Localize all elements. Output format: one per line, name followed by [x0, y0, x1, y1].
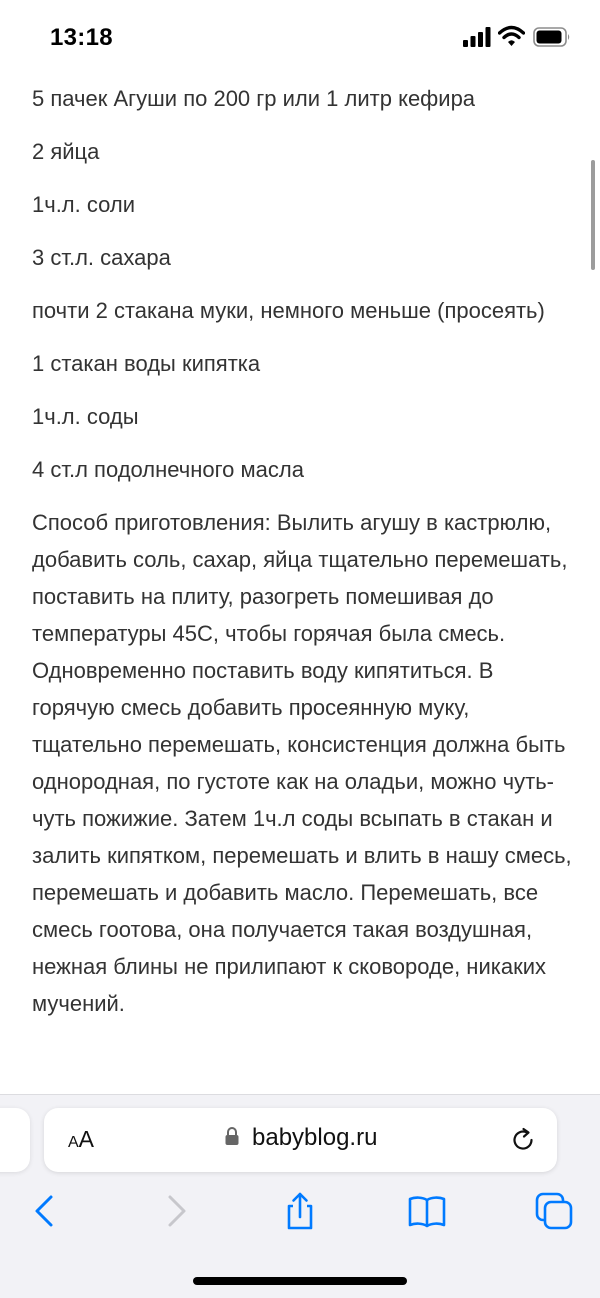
forward-icon[interactable]: [155, 1191, 195, 1231]
ingredient-line: 5 пачек Агуши по 200 гр или 1 литр кефира: [32, 86, 476, 111]
recipe-method: Способ приготовления: Вылить агушу в кастрюлю, добавить соль, сахар, яйца тщательно перемешать, поставить на плиту, разогреть помешивая до температуры 45С, чтобы горячая была смесь. Одновременно поставить воду кипятиться. В горячую смесь добавить просеянную муку, тщательно перемешать, консистенция должна быть однородная, по густоте как на оладьи, можно чуть-чуть пожижие. Затем 1ч.л соды всыпать в стакан и залить кипятком, перемешать и влить в нашу смесь, перемешать и добавить масло. Перемешать, все смесь гоотова, она получается такая воздушная, нежная блины не прилипают к сковороде, никаких мучений.: [32, 510, 572, 1016]
ingredient-line: 1 стакан воды кипятка: [32, 351, 261, 376]
status-bar: [0, 0, 600, 76]
back-icon[interactable]: [26, 1191, 66, 1231]
signal-icon: [463, 27, 491, 47]
bookmarks-icon[interactable]: [407, 1191, 447, 1231]
ingredient-line: 2 яйца: [32, 139, 100, 164]
address-bar[interactable]: [44, 1108, 557, 1172]
reload-icon[interactable]: [510, 1127, 536, 1153]
battery-icon: [533, 27, 571, 47]
ingredient-line: почти 2 стакана муки, немного меньше (просеять): [32, 298, 545, 323]
scroll-indicator[interactable]: [591, 160, 595, 270]
ingredient-line: 3 ст.л. сахара: [32, 245, 171, 270]
article-content: [32, 80, 577, 1038]
ingredient-line: 1ч.л. соли: [32, 192, 135, 217]
url-group[interactable]: [44, 1124, 557, 1152]
url-text: babyblog.ru: [252, 1124, 378, 1151]
ingredient-line: 4 ст.л подолнечного масла: [32, 457, 304, 482]
lock-icon: [224, 1126, 240, 1146]
ingredient-line: 1ч.л. соды: [32, 404, 139, 429]
previous-tab-card[interactable]: [0, 1108, 30, 1172]
status-time: 13:18: [50, 24, 113, 51]
home-indicator[interactable]: [193, 1277, 407, 1285]
wifi-icon: [498, 25, 525, 47]
reader-big-a: A: [78, 1126, 95, 1152]
tabs-icon[interactable]: [534, 1191, 574, 1231]
share-icon[interactable]: [280, 1191, 320, 1231]
reader-small-a: A: [68, 1134, 79, 1151]
